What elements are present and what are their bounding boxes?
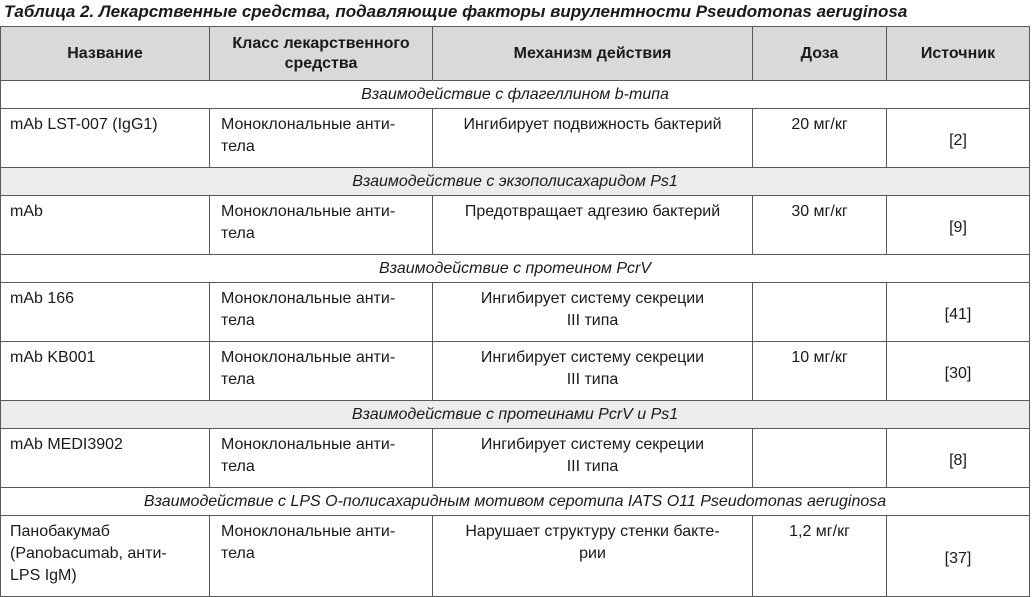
cell-class <box>210 283 433 342</box>
cell-source: [37] <box>887 516 1030 597</box>
header-mechanism: Механизм действия <box>433 27 753 81</box>
cell-name-line: mAb 166 <box>10 290 75 307</box>
cell-source: [30] <box>887 342 1030 401</box>
table-row <box>1 196 1030 255</box>
cell-source: [41] <box>887 283 1030 342</box>
cell-dose <box>753 429 887 488</box>
cell-class <box>210 109 433 168</box>
cell-class-line: Моноклональные анти- <box>221 116 396 133</box>
cell-name-line: LPS IgM) <box>10 567 77 584</box>
header-name: Название <box>1 27 210 81</box>
cell-mechanism-line: Нарушает структуру стенки бакте- <box>465 523 720 540</box>
header-dose: Доза <box>753 27 887 81</box>
cell-mechanism-line: Ингибирует систему секреции <box>480 436 705 453</box>
cell-mechanism-line: Ингибирует подвижность бактерий <box>463 116 722 133</box>
cell-class-line: Моноклональные анти- <box>221 523 396 540</box>
cell-mechanism <box>433 342 753 401</box>
cell-name-line: mAb KB001 <box>10 349 96 366</box>
cell-name <box>1 196 210 255</box>
cell-mechanism-line: Ингибирует систему секреции <box>480 290 705 307</box>
group-row <box>1 401 1030 429</box>
cell-dose: 10 мг/кг <box>753 342 887 401</box>
cell-class-line: тела <box>221 138 255 155</box>
cell-mechanism-line: III типа <box>566 371 619 388</box>
table-caption: Таблица 2. Лекарственные средства, подавляющие факторы вирулентности Pseudomonas aeruginosa <box>4 2 908 21</box>
cell-mechanism-line: Ингибирует систему секреции <box>480 349 705 366</box>
group-title: Взаимодействие с протеинами PcrV и Ps1 <box>1 401 1030 429</box>
cell-mechanism-line: III типа <box>566 312 619 329</box>
group-row <box>1 168 1030 196</box>
cell-class-line: тела <box>221 458 255 475</box>
cell-class <box>210 516 433 597</box>
table-row <box>1 283 1030 342</box>
cell-class <box>210 196 433 255</box>
drugs-table <box>0 26 1030 597</box>
cell-class-line: тела <box>221 371 255 388</box>
table-row <box>1 342 1030 401</box>
table-row <box>1 429 1030 488</box>
cell-mechanism <box>433 516 753 597</box>
cell-name-line: (Panobacumab, анти- <box>10 545 167 562</box>
cell-name <box>1 283 210 342</box>
header-class-line: Класс лекарственного <box>232 34 410 52</box>
cell-source: [2] <box>887 109 1030 168</box>
group-title: Взаимодействие с экзополисахаридом Ps1 <box>1 168 1030 196</box>
cell-dose <box>753 283 887 342</box>
cell-class <box>210 342 433 401</box>
cell-name-line: mAb LST-007 (IgG1) <box>10 116 158 133</box>
cell-name-line: mAb <box>10 203 43 220</box>
cell-source: [8] <box>887 429 1030 488</box>
header-class <box>210 27 433 81</box>
cell-class-line: Моноклональные анти- <box>221 436 396 453</box>
cell-name <box>1 429 210 488</box>
group-title: Взаимодействие с протеином PcrV <box>1 255 1030 283</box>
cell-name <box>1 342 210 401</box>
cell-class-line: Моноклональные анти- <box>221 203 396 220</box>
cell-mechanism-line: Предотвращает адгезию бактерий <box>464 203 721 220</box>
cell-class-line: тела <box>221 225 255 242</box>
cell-dose: 30 мг/кг <box>753 196 887 255</box>
group-title: Взаимодействие с флагеллином b-типа <box>1 81 1030 109</box>
group-row <box>1 81 1030 109</box>
cell-mechanism <box>433 283 753 342</box>
cell-name-line: Панобакумаб <box>10 523 110 540</box>
cell-mechanism <box>433 196 753 255</box>
group-row <box>1 488 1030 516</box>
cell-class <box>210 429 433 488</box>
cell-mechanism-line: III типа <box>566 458 619 475</box>
cell-class-line: Моноклональные анти- <box>221 349 396 366</box>
cell-dose: 1,2 мг/кг <box>753 516 887 597</box>
table-body <box>1 81 1030 597</box>
header-source: Источник <box>887 27 1030 81</box>
header-row <box>1 27 1030 81</box>
cell-mechanism <box>433 429 753 488</box>
group-title: Взаимодействие с LPS O-полисахаридным мотивом серотипа IATS O11 Pseudomonas aeruginosa <box>1 488 1030 516</box>
table-row <box>1 516 1030 597</box>
cell-name <box>1 109 210 168</box>
cell-mechanism-line: рии <box>579 545 606 562</box>
cell-name <box>1 516 210 597</box>
table-row <box>1 109 1030 168</box>
cell-name-line: mAb MEDI3902 <box>10 436 123 453</box>
group-row <box>1 255 1030 283</box>
cell-dose: 20 мг/кг <box>753 109 887 168</box>
cell-class-line: тела <box>221 312 255 329</box>
cell-mechanism <box>433 109 753 168</box>
cell-class-line: тела <box>221 545 255 562</box>
cell-source: [9] <box>887 196 1030 255</box>
header-class-line: средства <box>284 54 358 72</box>
cell-class-line: Моноклональные анти- <box>221 290 396 307</box>
